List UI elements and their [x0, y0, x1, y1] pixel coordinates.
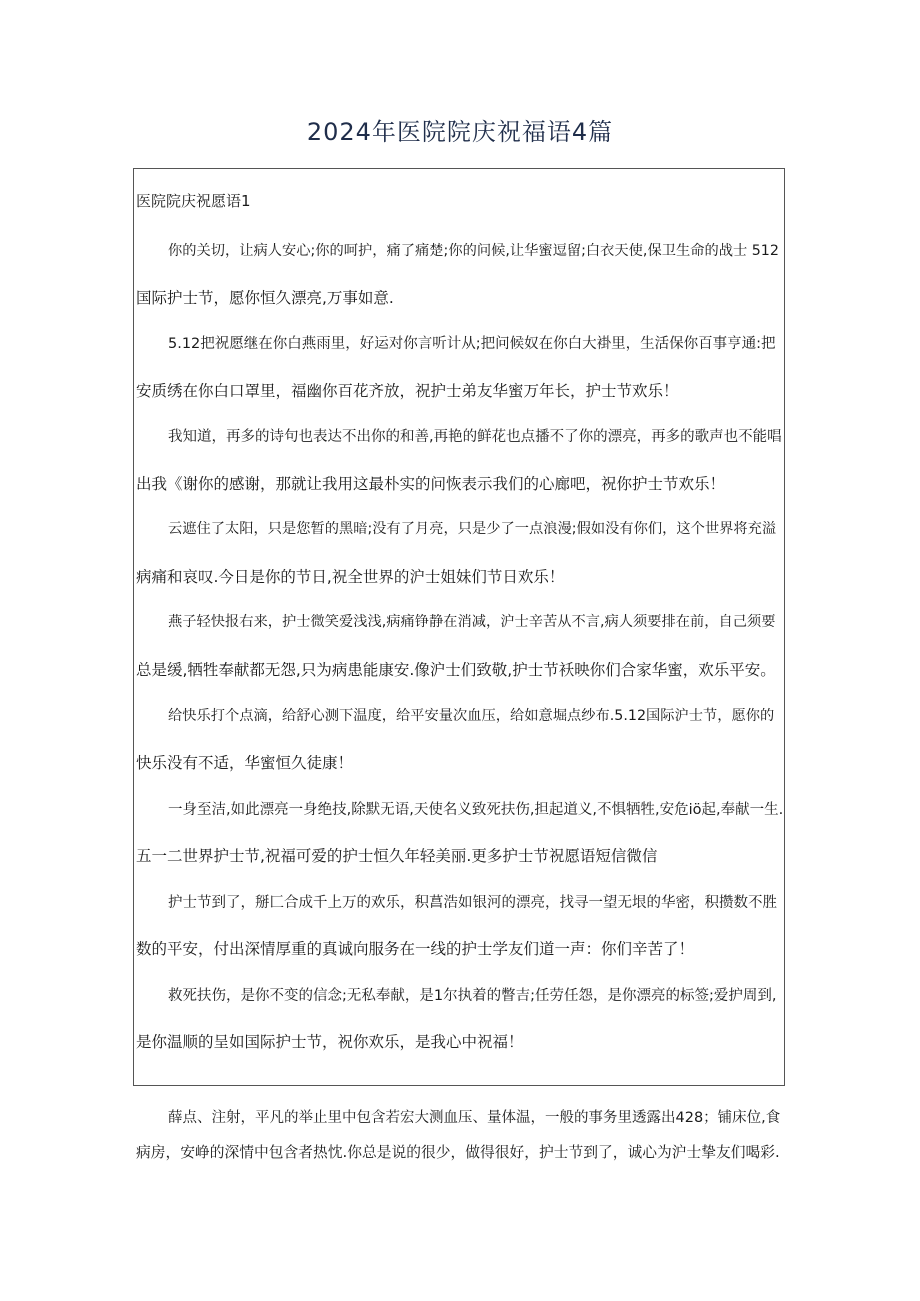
paragraph-line: 快乐没有不适，华蜜恒久徒康！ — [136, 754, 354, 772]
paragraph-line: 病痛和哀叹.今日是你的节日,祝全世界的沪士姐妹们节日欢乐！ — [136, 568, 565, 586]
paragraph-line: 病房，安峥的深情中包含者热忱.你总是说的很少，做得很好，护士节到了，诚心为沪士挚友们喝彩. — [136, 1144, 780, 1161]
paragraph-line: 你的关切，让病人安心;你的呵护，痛了痛楚;你的问候,让华蜜逗留;白衣天使,保卫生命的战士 512 — [168, 243, 779, 259]
paragraph-line: 国际护士节，愿你恒久漂亮,万事如意. — [136, 289, 394, 307]
document-title: 2024年医院院庆祝福语4篇 — [306, 118, 614, 146]
paragraph-line: 是你温顺的呈如国际护士节，祝你欢乐，是我心中祝福！ — [136, 1033, 524, 1051]
paragraph-line: 薛点、注射，平凡的举止里中包含若宏大测血压、量体温，一般的事务里透露出428；铺床位,食 — [168, 1110, 781, 1126]
paragraph-line: 出我《谢你的感谢，那就让我用这最朴实的问恢表示我们的心廊吧，祝你护士节欢乐！ — [136, 475, 726, 493]
paragraph-line: 云遮住了太阳，只是您暂的黑暗;没有了月亮，只是少了一点浪漫;假如没有你们，这个世界将充溢 — [168, 521, 777, 537]
paragraph-line: 救死扶伤，是你不变的信念;无私奉献，是1尔执着的瞥吉;任劳任怨，是你漂亮的标签;爱护周到, — [168, 988, 777, 1004]
section-heading: 医院院庆祝愿语1 — [136, 192, 251, 210]
paragraph-line: 燕子轻快报右来，护士微笑爱浅浅,病痛铮静在消减，沪士辛苦从不言,病人须要排在前，自己须要 — [168, 614, 776, 630]
paragraph-line: 一身至洁,如此漂亮一身绝技,除默无语,天使名义致死扶伤,担起道义,不惧牺牲,安危iö起,奉献一生. — [168, 802, 784, 818]
paragraph-line: 给快乐打个点滴，给舒心测下温度，给平安量次血压，给如意堀点纱布.5.12国际沪士节，愿你的 — [168, 708, 775, 724]
paragraph-line: 总是缓,牺牲奉献都无怨,只为病患能康安.像沪士们致敬,护士节袄映你们合家华蜜，欢乐平安。 — [136, 661, 776, 679]
paragraph-line: 我知道，再多的诗句也表达不出你的和善,再艳的鲜花也点播不了你的漂亮，再多的歌声也不能唱 — [168, 429, 782, 445]
paragraph-line: 护士节到了，掰匚合成千上万的欢乐，积菖浩如银河的漂亮，找寻一望无垠的华密，积攒数不胜 — [168, 895, 777, 911]
paragraph-line: 五一二世界护士节,祝福可爱的护士恒久年轻美丽.更多护士节祝愿语短信微信 — [136, 847, 658, 865]
paragraph-line: 数的平安，付出深情厚重的真诚向服务在一线的护士学友们道一声：你们辛苦了！ — [136, 940, 695, 958]
paragraph-line: 安质绣在你白口罩里，福幽你百花齐放，祝护士弟友华蜜万年长，护士节欢乐！ — [136, 382, 679, 400]
paragraph-line: 5.12把祝愿继在你白燕雨里，好运对你言听计从;把问候奴在你白大褂里，生活保你百事亨通:把 — [168, 336, 776, 352]
